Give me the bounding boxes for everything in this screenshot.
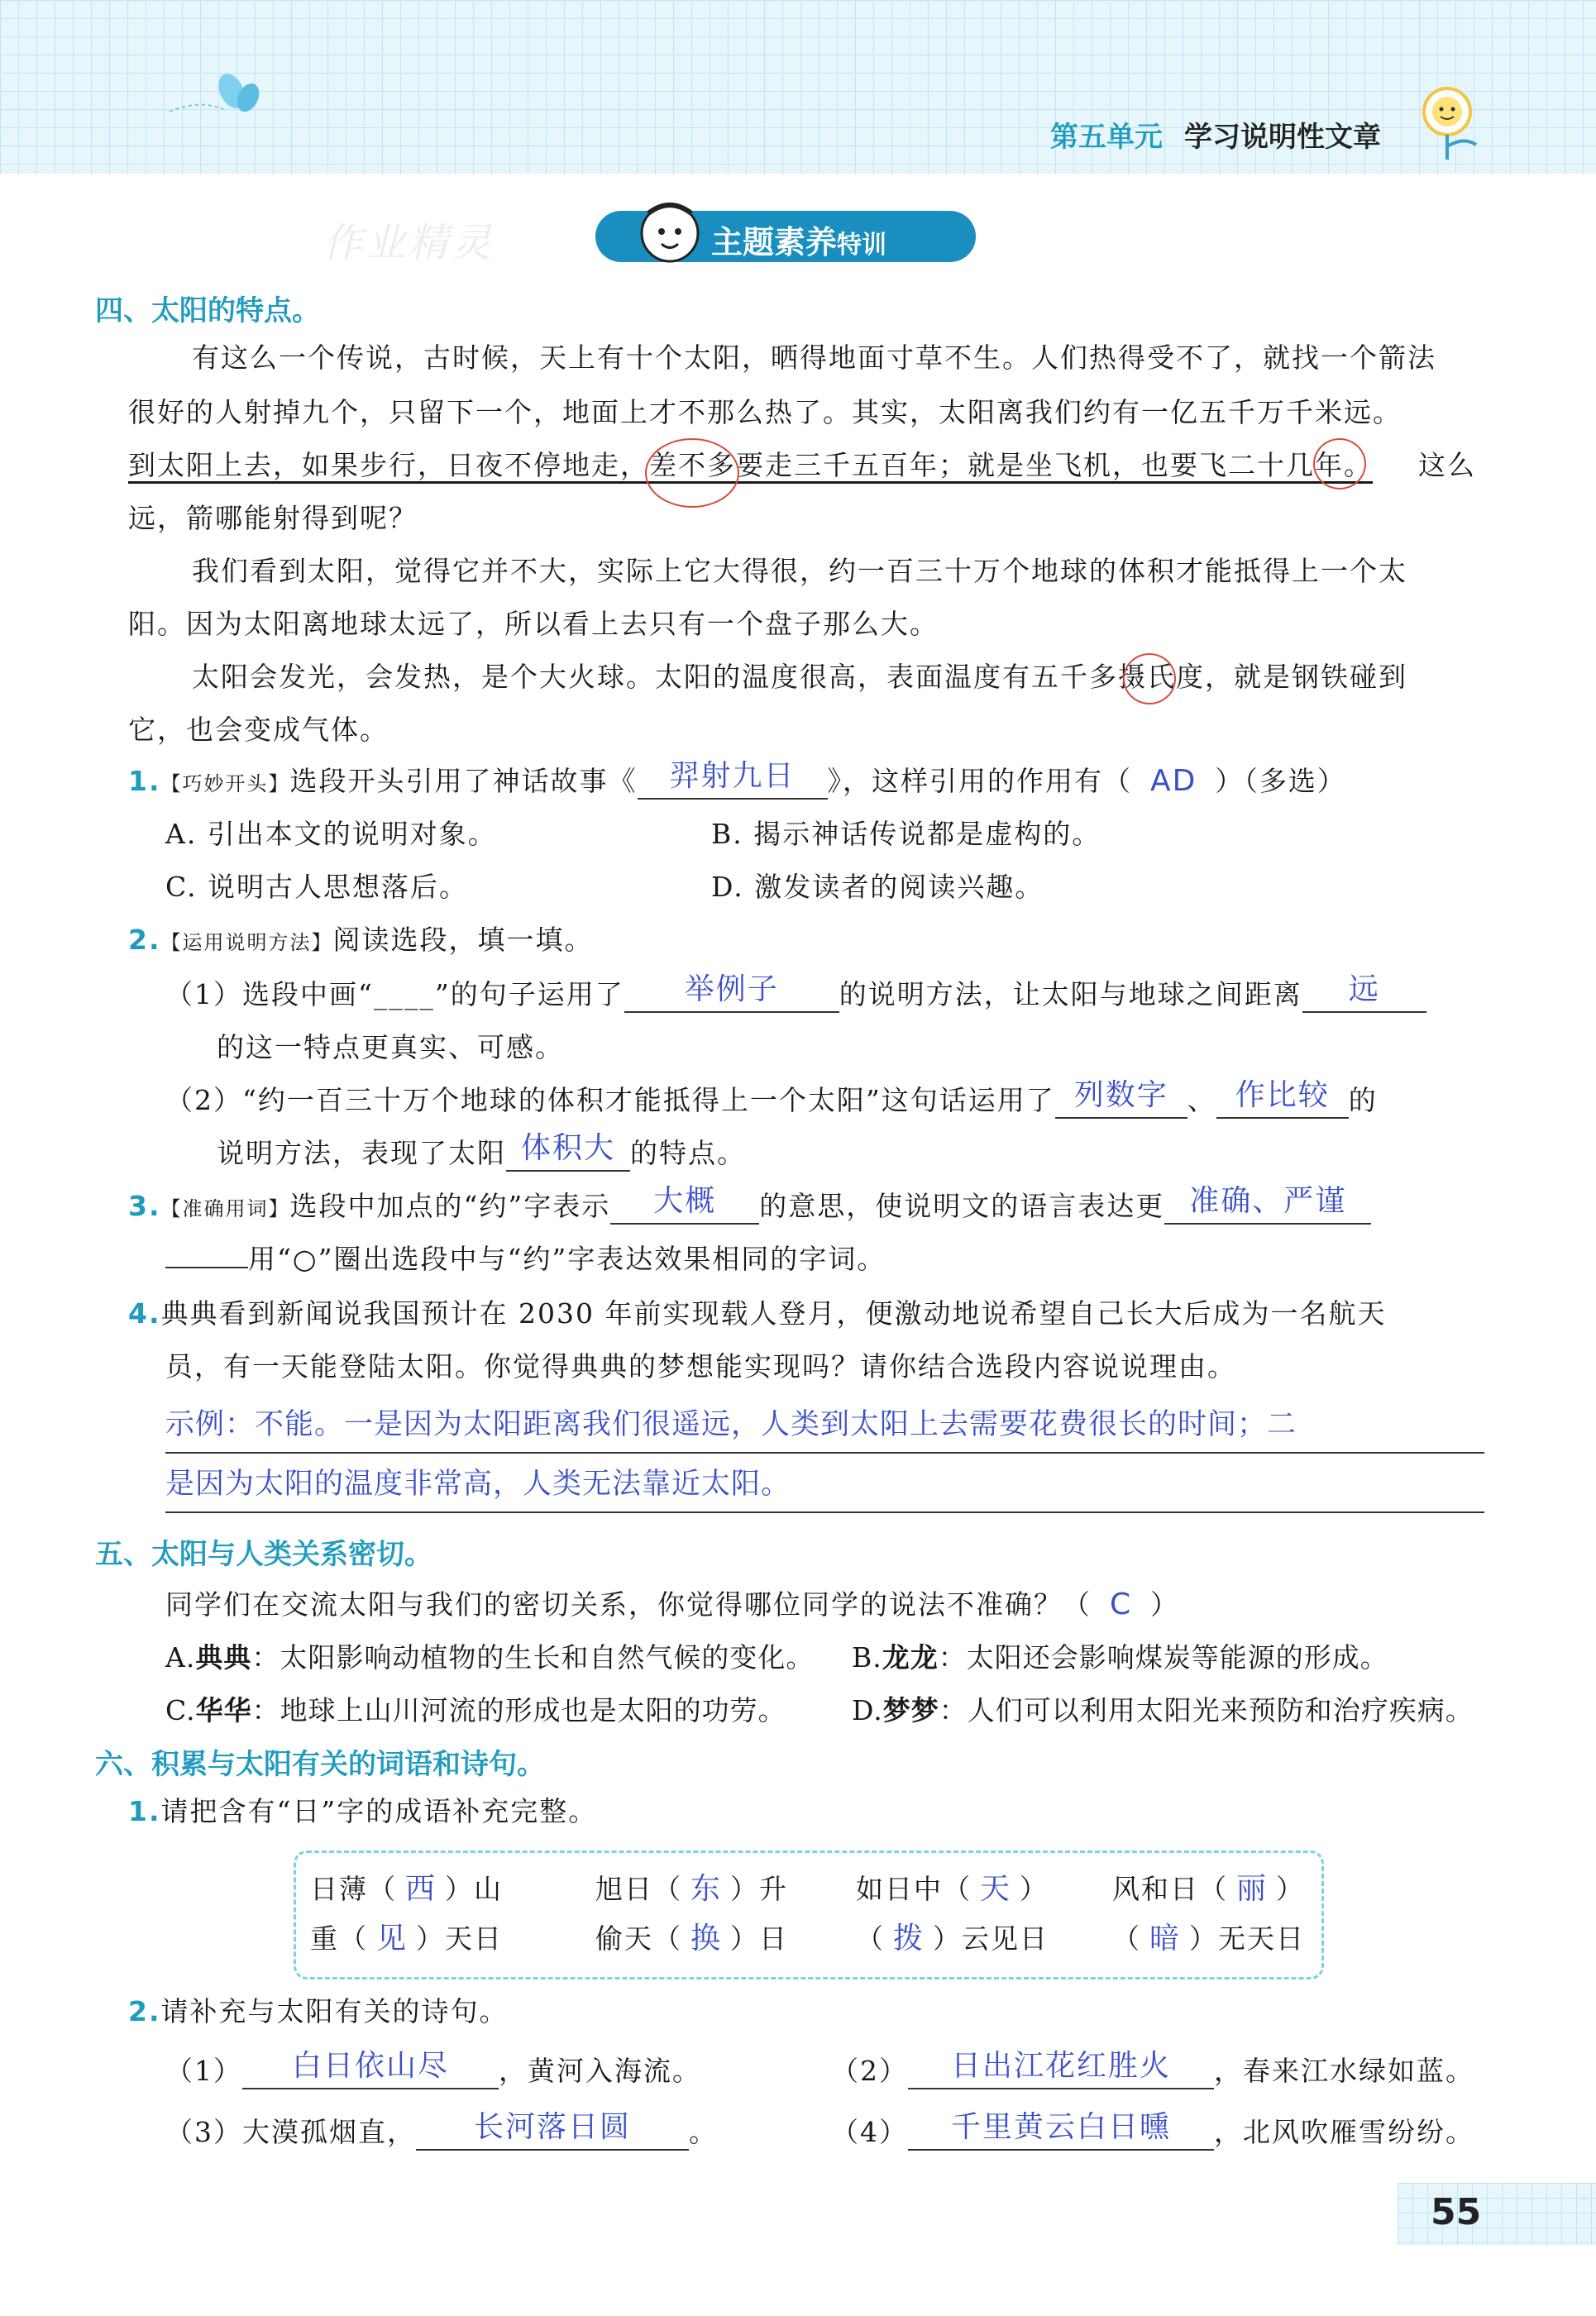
question-2-part-1: （1）选段中画“____”的句子运用了 举例子 的说明方法，让太阳与地球之间距离 远 [165,976,1426,1014]
poem-item: （1） 白日依山尽 ，黄河入海流。 [165,2052,701,2090]
answer-rule [165,1452,1484,1454]
watermark: 作业精灵 [323,220,495,266]
passage-line: 远，箭哪能射得到呢？ [128,502,418,534]
question-1: 1.【巧妙开头】选段开头引用了神话故事《 羿射九日 》，这样引用的作用有（ AD ）（多选） [128,759,1346,798]
unit-title: 学习说明性文章 [1184,121,1381,154]
question-2-part-2: （2）“约一百三十万个地球的体积才能抵得上一个太阳”这句话运用了 列数字 、 作比较 的 [165,1082,1378,1120]
underlined-sentence: 到太阳上去，如果步行，日夜不停地走，差不多要走三千五百年；就是坐飞机，也要飞二十几年。 [128,449,1373,481]
passage-line: 我们看到太阳，觉得它并不大，实际上它大得很，约一百三十万个地球的体积才能抵得上一个太 [192,555,1407,587]
passage-line: 很好的人射掉九个，只留下一个，地面上才不那么热了。其实，太阳离我们约有一亿五千万千米远。 [128,396,1402,428]
section-six-question-1: 1.请把含有“日”字的成语补充完整。 [128,1795,598,1827]
circle-mark [1313,438,1366,489]
idiom-item: 日薄（ 西 ）山 [310,1872,504,1906]
option-c: C. 说明古人思想落后。 [165,871,469,903]
question-2-part-2-cont: 说明方法，表现了太阳 体积大 的特点。 [217,1134,746,1172]
circle-mark [645,438,739,508]
passage-line: 它，也会变成气体。 [128,714,389,746]
unit-label: 第五单元 [1050,121,1163,154]
question-3: 3.【准确用词】选段中加点的“约”字表示 大概 的意思，使说明文的语言表达更 准确、严谨 [128,1187,1371,1228]
passage-line: 有这么一个传说，古时候，天上有十个太阳，晒得地面寸草不生。人们热得受不了，就找一个箭法 [192,341,1436,374]
question-2-part-1-cont: 的这一特点更真实、可感。 [217,1031,564,1063]
sunflower-icon [1406,79,1497,161]
idiom-item: （ 拨 ）云见日 [856,1922,1049,1955]
answer-line: 示例：不能。一是因为太阳距离我们很遥远，人类到太阳上去需要花费很长的时间；二 [165,1408,1297,1441]
cartoon-face-icon [637,198,703,269]
option-b: B. 揭示神话传说都是虚构的。 [711,818,1101,850]
idiom-item: 旭日（ 东 ）升 [595,1872,789,1906]
poem-item: （2） 日出江花红胜火 ，春来江水绿如蓝。 [831,2052,1474,2090]
option-d: D. 激发读者的阅读兴趣。 [711,871,1044,903]
question-4: 4.典典看到新闻说我国预计在 2030 年前实现载人登月，便激动地说希望自己长大后成为一名航天 [128,1297,1387,1330]
butterfly-icon [165,66,273,124]
page-header [0,0,1596,174]
idiom-item: （ 暗 ）无天日 [1112,1922,1306,1955]
answer-rule [165,1511,1484,1513]
answer-line: 是因为太阳的温度非常高，人类无法靠近太阳。 [165,1468,791,1501]
section-five-question: 同学们在交流太阳与我们的密切关系，你觉得哪位同学的说法不准确？（ C ） [165,1588,1180,1621]
circle-mark [1123,653,1176,704]
passage-line: 这么 [1418,449,1476,481]
question-3-cont: 用“○”圈出选段中与“约”字表达效果相同的字词。 [165,1240,886,1278]
idiom-item: 偷天（ 换 ）日 [595,1922,789,1955]
section-four-title: 四、太阳的特点。 [95,294,320,327]
footer-band [1398,2183,1596,2245]
option-c: C.华华：地球上山川河流的形成也是太阳的功劳。 [165,1694,786,1726]
section-five-title: 五、太阳与人类关系密切。 [95,1538,432,1571]
question-4-cont: 员，有一天能登陆太阳。你觉得典典的梦想能实现吗？请你结合选段内容说说理由。 [165,1350,1236,1382]
option-a: A. 引出本文的说明对象。 [165,818,497,850]
section-six-question-2: 2.请补充与太阳有关的诗句。 [128,1995,509,2027]
option-a: A.典典：太阳影响动植物的生长和自然气候的变化。 [165,1641,815,1674]
section-six-title: 六、积累与太阳有关的词语和诗句。 [95,1748,545,1781]
option-b: B.龙龙：太阳还会影响煤炭等能源的形成。 [852,1641,1388,1674]
idiom-item: 风和日（ 丽 ） [1112,1872,1306,1906]
poem-item: （4） 千里黄云白日曛 ，北风吹雁雪纷纷。 [831,2113,1474,2151]
passage-line: 太阳会发光，会发热，是个大火球。太阳的温度很高，表面温度有五千多摄氏度，就是钢铁碰到 [192,661,1407,693]
idiom-item: 重（ 见 ）天日 [310,1922,504,1955]
idiom-item: 如日中（ 天 ） [856,1872,1049,1906]
poem-item: （3）大漠孤烟直， 长河落日圆 。 [165,2113,718,2151]
question-2: 2.【运用说明方法】阅读选段，填一填。 [128,924,594,956]
banner-title: 主题素养特训 [711,224,887,260]
page-number: 55 [1431,2191,1482,2233]
option-d: D.梦梦：人们可以利用太阳光来预防和治疗疾病。 [852,1694,1474,1726]
passage-line: 阳。因为太阳离地球太远了，所以看上去只有一个盘子那么大。 [128,608,939,640]
